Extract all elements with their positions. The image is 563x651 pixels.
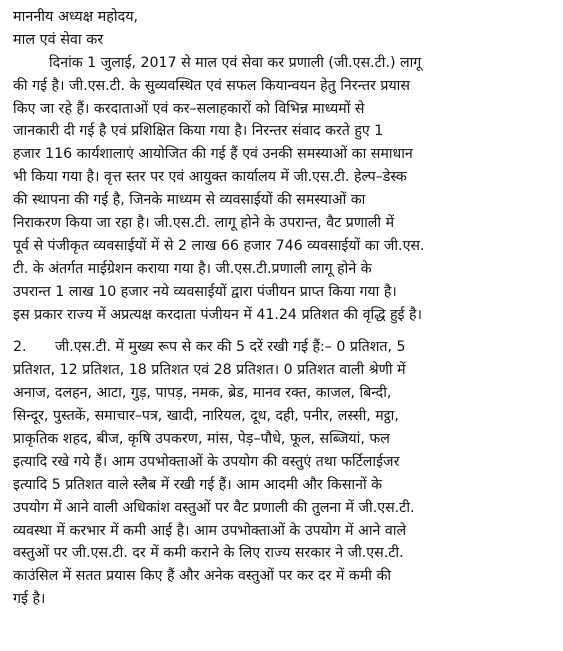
paragraph-line: किए जा रहे हैं। करदाताओं एवं कर–सलाहकारों को विभिन्न माध्यमों से: [13, 100, 365, 117]
paragraph-line: अनाज, दलहन, आटा, गुड़, पापड़, नमक, ब्रेड, मानव रक्त, काजल, बिन्दी,: [13, 385, 392, 402]
paragraph-line: निराकरण किया जा रहा है। जी.एस.टी. लागू होने के उपरान्त, वैट प्रणाली में: [13, 215, 395, 232]
paragraph-2: [13, 336, 549, 611]
paragraph-line: सिन्दूर, पुस्तकें, समाचार–पत्र, खादी, नारियल, दूध, दही, पनीर, लस्सी, मट्ठा,: [13, 408, 399, 425]
paragraph-line: प्रतिशत, 12 प्रतिशत, 18 प्रतिशत एवं 28 प्रतिशत। 0 प्रतिशत वाली श्रेणी में: [13, 362, 406, 379]
paragraph-line: हजार 116 कार्यशालाएं आयोजित की गई हैं एवं उनकी समस्याओं का समाधान: [13, 146, 413, 163]
paragraph-line: इत्यादि रखे गये हैं। आम उपभोक्ताओं के उपयोग की वस्तुएं तथा फर्टिलाईजर: [13, 453, 400, 470]
paragraph-line: की गई है। जी.एस.टी. के सुव्यवस्थित एवं सफल कियान्वयन हेतु निरन्तर प्रयास: [13, 77, 410, 94]
subject-line: माल एवं सेवा कर: [13, 31, 104, 48]
paragraph-line: उपयोग में आने वाली अधिकांश वस्तुओं पर वैट प्रणाली की तुलना में जी.एस.टी.: [13, 499, 415, 516]
paragraph-1: [13, 52, 549, 327]
paragraph-line: इस प्रकार राज्य में अप्रत्यक्ष करदाता पंजीयन में 41.24 प्रतिशत की वृद्धि हुई है।: [13, 306, 422, 323]
paragraph-line: प्राकृतिक शहद, बीज, कृषि उपकरण, मांस, पेड़–पौधे, फूल, सब्जियां, फल: [13, 431, 390, 448]
paragraph-line: टी. के अंतर्गत माईग्रेशन कराया गया है। जी.एस.टी.प्रणाली लागू होने के: [13, 260, 372, 277]
paragraph-line: वस्तुओं पर जी.एस.टी. दर में कमी कराने के लिए राज्य सरकार ने जी.एस.टी.: [13, 545, 404, 562]
paragraph-line: गई है।: [13, 591, 46, 608]
paragraph-line: जानकारी दी गई है एवं प्रशिक्षित किया गया है। निरन्तर संवाद करते हुए 1: [13, 123, 384, 140]
paragraph-line: की स्थापना की गई है, जिनके माध्यम से व्यवसाईयों की समस्याओं का: [13, 192, 366, 209]
paragraph-number: 2.: [13, 339, 27, 356]
paragraph-line: काउंसिल में सतत प्रयास किए हैं और अनेक वस्तुओं पर कर दर में कमी की: [13, 568, 392, 585]
paragraph-line: दिनांक 1 जुलाई, 2017 से माल एवं सेवा कर प्रणाली (जी.एस.टी.) लागू: [49, 54, 422, 71]
paragraph-line: इत्यादि 5 प्रतिशत वाले स्लैब में रखी गई हैं। आम आदमी और किसानों के: [13, 476, 383, 493]
paragraph-line: उपरान्त 1 लाख 10 हजार नये व्यवसाईयों द्वारा पंजीयन प्राप्त किया गया है।: [13, 283, 397, 300]
paragraph-line: व्यवस्था में करभार में कमी आई है। आम उपभोक्ताओं के उपयोग में आने वाले: [13, 522, 407, 539]
paragraph-spacer: [13, 326, 549, 336]
paragraph-line: भी किया गया है। वृत्त स्तर पर एवं आयुक्त कार्यालय में जी.एस.टी. हेल्प–डेस्क: [13, 169, 407, 186]
paragraph-line-text: जी.एस.टी. में मुख्य रूप से कर की 5 दरें रखी गई हैं:– 0 प्रतिशत, 5: [55, 339, 406, 356]
salutation-block: [13, 6, 549, 52]
paragraph-first-line: [13, 336, 549, 359]
paragraph-line: पूर्व से पंजीकृत व्यवसाईयों में से 2 लाख 66 हजार 746 व्यवसाईयों का जी.एस.: [13, 237, 425, 254]
addressee-line: माननीय अध्यक्ष महोदय,: [13, 9, 139, 25]
